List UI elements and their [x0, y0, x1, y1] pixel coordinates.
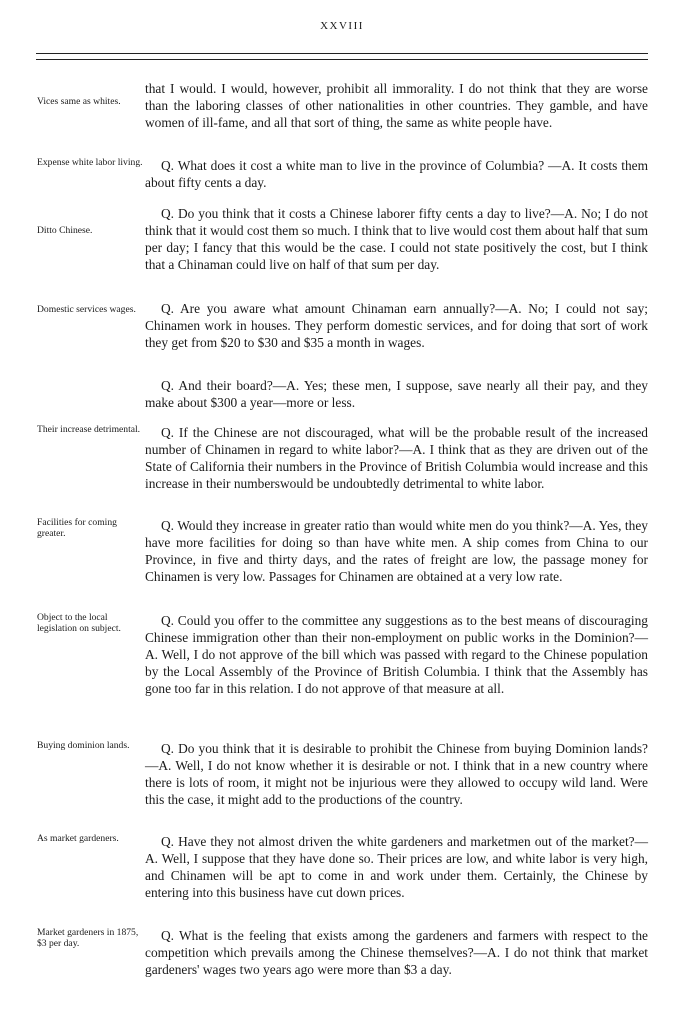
- paragraph: Q. What does it cost a white man to live in the province of Columbia? —A. It costs them about fifty cents a day.: [145, 158, 648, 191]
- paragraph: Q. Do you think that it is desirable to prohibit the Chinese from buying Dominion lands?—A. Well, I do not know whether it is desirable or not. I think that in a new country where there is lots of room, it might not be injurious were they allowed to occupy wild land. Were this the case, it might add to the productions of the country.: [145, 741, 648, 808]
- paragraph: Q. And their board?—A. Yes; these men, I suppose, save nearly all their pay, and they make about $300 a year—more or less.: [145, 378, 648, 411]
- margin-note: Object to the local legislation on subject.: [37, 612, 121, 634]
- margin-note: Ditto Chinese.: [37, 225, 93, 236]
- paragraph: Q. Do you think that it costs a Chinese laborer fifty cents a day to live?—A. No; I do not think that it would cost them so much. I think that to live would cost them about half that sum per day; I fancy that this would be the case. I could not state positively the cost, but I think that a Chinaman could live on half of that sum per day.: [145, 206, 648, 273]
- paragraph: Q. Would they increase in greater ratio than would white men do you think?—A. Yes, they have more facilities for doing so than have white men. A ship comes from China to our Province, in five and thirty days, and the rates of freight are low, the passage money for Chinamen is very low. Passages for Chinamen are obtained at a very low rate.: [145, 518, 648, 585]
- margin-note: Buying dominion lands.: [37, 740, 130, 751]
- margin-note: Vices same as whites.: [37, 96, 121, 107]
- margin-note: Expense white labor living.: [37, 157, 143, 168]
- margin-note: Their increase detrimental.: [37, 424, 141, 435]
- margin-note: Market gardeners in 1875, $3 per day.: [37, 927, 139, 949]
- paragraph: that I would. I would, however, prohibit all immorality. I do not think that they are worse than the laboring classes of other nationalities in other countries. They gamble, and have women of ill-fame, and all that sort of thing, the same as white people have.: [145, 81, 648, 131]
- margin-note: Facilities for coming greater.: [37, 517, 117, 539]
- margin-note: As market gardeners.: [37, 833, 119, 844]
- header-rule-bottom: [36, 59, 648, 60]
- margin-note: Domestic services wages.: [37, 304, 136, 315]
- paragraph: Q. What is the feeling that exists among the gardeners and farmers with respect to the competition which prevails among the Chinese themselves?—A. I do not think that market gardeners' wages two years ago were more than $3 a day.: [145, 928, 648, 978]
- page-number: XXVIII: [320, 20, 364, 32]
- paragraph: Q. Are you aware what amount Chinaman earn annually?—A. No; I could not say; Chinamen work in houses. They perform domestic services, and for doing that sort of work they get from $20 to $30 and $35 a month in wages.: [145, 301, 648, 351]
- paragraph: Q. If the Chinese are not discouraged, what will be the probable result of the increased number of Chinamen in regard to white labor?—A. I think that as they are driven out of the State of California their numbers in the Province of British Columbia would increase and this increase in their numberswould be undoubtedly detrimental to white labor.: [145, 425, 648, 492]
- paragraph: Q. Could you offer to the committee any suggestions as to the best means of discouraging Chinese immigration other than their non-employment on public works in the Dominion?—A. Well, I do not approve of the bill which was passed with regard to the Chinese population by the Local Assembly of the Province of British Columbia. I think that the Assembly has gone too far in this relation. I do not approve of that measure at all.: [145, 613, 648, 697]
- header-rule-top: [36, 53, 648, 54]
- paragraph: Q. Have they not almost driven the white gardeners and marketmen out of the market?—A. Well, I suppose that they have done so. Their prices are low, and white labor is very high, and Chinamen will be apt to come in and work under them. Certainly, the Chinese by entering into this business have cut down prices.: [145, 834, 648, 901]
